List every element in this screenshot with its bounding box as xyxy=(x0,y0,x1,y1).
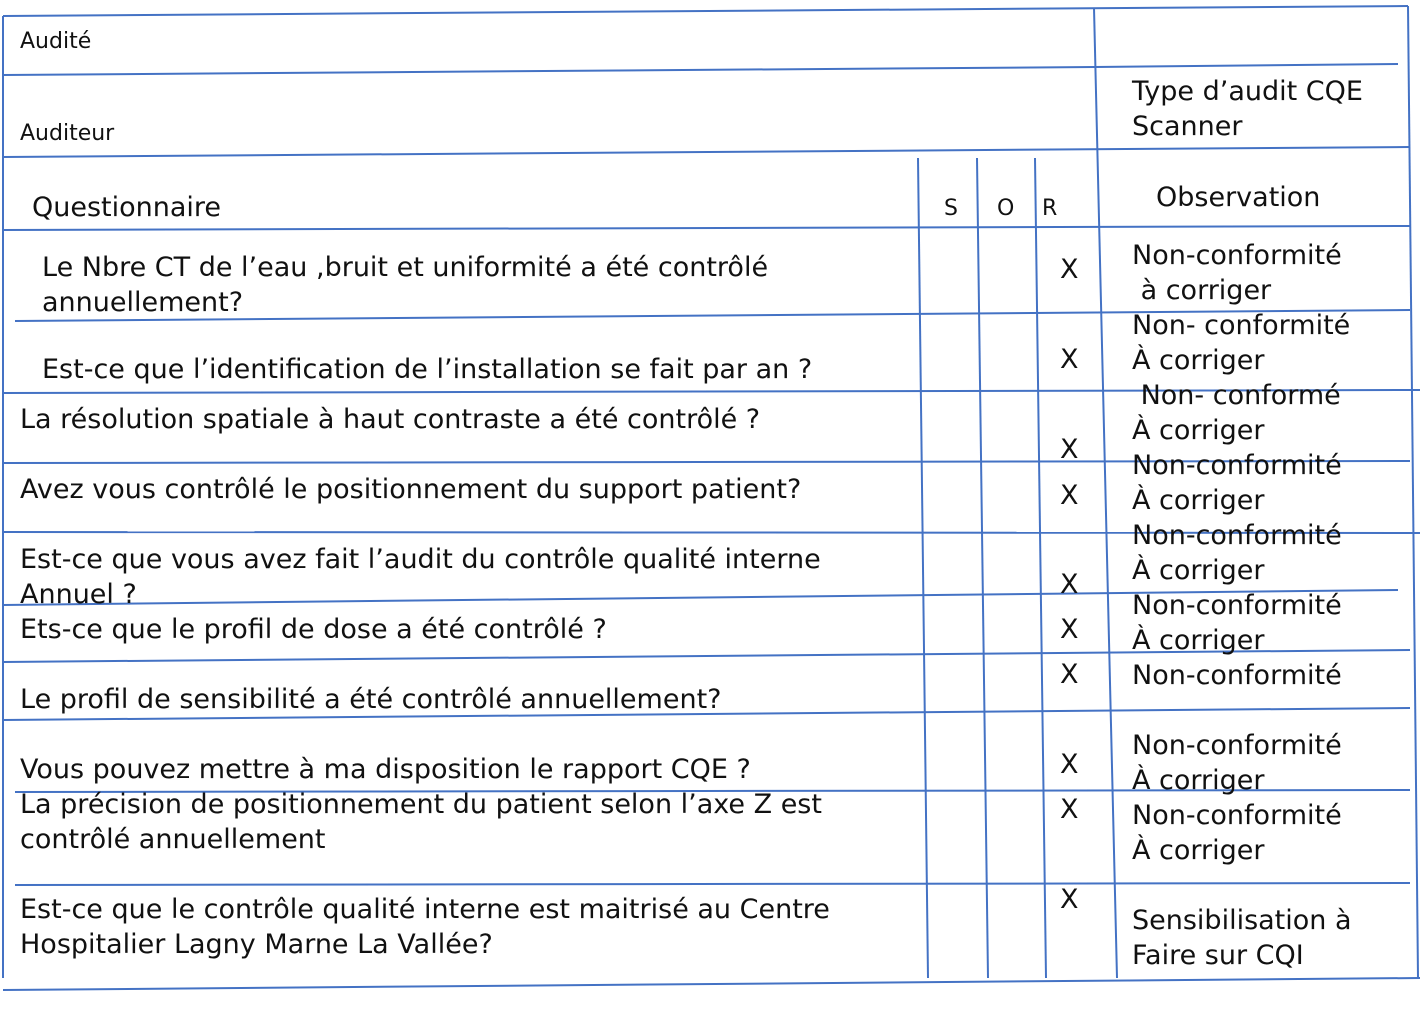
observation-6-line1: Non-conformité xyxy=(1132,590,1342,621)
observation-5-line1: Non-conformité xyxy=(1132,520,1342,551)
grid-line-r-obs xyxy=(1094,8,1117,978)
r-column-header: R xyxy=(1042,196,1058,221)
r-mark-9: X xyxy=(1060,794,1079,825)
audit-type-line2: Scanner xyxy=(1132,111,1243,142)
question-2-line1: Est-ce que l’identification de l’installation se fait par an ? xyxy=(42,354,813,385)
auditeur-label: Auditeur xyxy=(20,121,115,146)
audite-label: Audité xyxy=(20,29,92,54)
r-mark-10: X xyxy=(1060,884,1079,915)
observation-7-line1: Non-conformité xyxy=(1132,660,1342,691)
question-3-line1: La résolution spatiale à haut contraste a été contrôlé ? xyxy=(20,404,761,435)
r-mark-2: X xyxy=(1060,344,1079,375)
question-10-line1: Est-ce que le contrôle qualité interne est maitrisé au Centre xyxy=(20,894,830,925)
grid-line-bottom xyxy=(3,978,1420,990)
observation-4-line2: À corriger xyxy=(1132,485,1265,516)
r-mark-6: X xyxy=(1060,614,1079,645)
question-1-line1: Le Nbre CT de l’eau ,bruit et uniformité a été contrôlé xyxy=(42,252,769,283)
observation-8-line1: Non-conformité xyxy=(1132,730,1342,761)
observation-8-line2: À corriger xyxy=(1132,765,1265,796)
question-4-line1: Avez vous contrôlé le positionnement du support patient? xyxy=(20,474,802,505)
audit-type-line1: Type d’audit CQE xyxy=(1132,76,1363,107)
observation-4-line1: Non-conformité xyxy=(1132,450,1342,481)
grid-line-right xyxy=(1408,6,1418,978)
grid-line-top xyxy=(3,6,1408,16)
observation-1-line2: à corriger xyxy=(1132,275,1272,306)
observation-1-line1: Non-conformité xyxy=(1132,240,1342,271)
observation-5-line2: À corriger xyxy=(1132,555,1265,586)
grid-line-audite-bottom xyxy=(3,67,1095,75)
grid-line-header-bottom xyxy=(3,147,1410,157)
observation-header: Observation xyxy=(1156,182,1321,213)
grid-line-o-r xyxy=(1035,158,1046,978)
grid-line-colheader-bottom xyxy=(3,226,1410,230)
observation-2-line1: Non- conformité xyxy=(1132,310,1351,341)
observation-9-line2: À corriger xyxy=(1132,835,1265,866)
observation-10-line2: Faire sur CQI xyxy=(1132,940,1304,971)
question-1-line2: annuellement? xyxy=(42,287,244,318)
grid-line-q-s xyxy=(918,158,928,978)
question-6-line1: Ets-ce que le profil de dose a été contrôlé ? xyxy=(20,614,607,645)
s-column-header: S xyxy=(944,196,958,221)
r-mark-1: X xyxy=(1060,254,1079,285)
r-mark-8: X xyxy=(1060,749,1079,780)
grid-line-row9 xyxy=(15,883,1410,885)
observation-3-line2: À corriger xyxy=(1132,415,1265,446)
grid-line-s-o xyxy=(977,158,988,978)
question-9-line1: La précision de positionnement du patient selon l’axe Z est xyxy=(20,789,822,820)
question-7-line1: Le profil de sensibilité a été contrôlé annuellement? xyxy=(20,684,722,715)
question-8-line1: Vous pouvez mettre à ma disposition le rapport CQE ? xyxy=(20,754,751,785)
observation-10-line1: Sensibilisation à xyxy=(1132,905,1352,936)
observation-3-line1: Non- conformé xyxy=(1132,380,1341,411)
question-9-line2: contrôlé annuellement xyxy=(20,824,326,855)
r-mark-5: X xyxy=(1060,569,1079,600)
r-mark-4: X xyxy=(1060,480,1079,511)
questionnaire-header: Questionnaire xyxy=(32,192,222,223)
observation-2-line2: À corriger xyxy=(1132,345,1265,376)
question-10-line2: Hospitalier Lagny Marne La Vallée? xyxy=(20,929,493,960)
question-5-line1: Est-ce que vous avez fait l’audit du contrôle qualité interne xyxy=(20,544,821,575)
r-mark-3: X xyxy=(1060,434,1079,465)
r-mark-7: X xyxy=(1060,659,1079,690)
question-5-line2: Annuel ? xyxy=(20,579,137,610)
o-column-header: O xyxy=(997,196,1015,221)
grid-line-type-mid xyxy=(1095,64,1398,67)
observation-6-line2: À corriger xyxy=(1132,625,1265,656)
observation-9-line1: Non-conformité xyxy=(1132,800,1342,831)
